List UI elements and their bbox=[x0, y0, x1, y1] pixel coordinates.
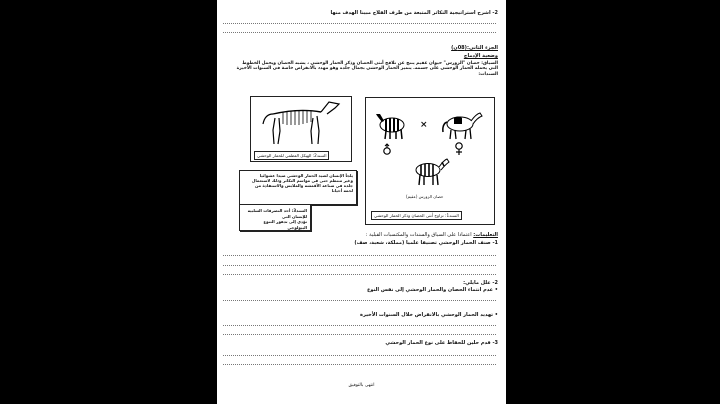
zebra-skeleton-image bbox=[259, 100, 343, 146]
document-4-line: السند3: أحد التصرفات السلبية للإنسان التي bbox=[247, 208, 307, 219]
document-3-line: لحمه أحيانا bbox=[331, 188, 353, 193]
situation-title: وضعية الإدماج bbox=[463, 53, 498, 59]
question-2-title: 2- اشرح استراتيجية التكاثر المتبعة من طرف الفلاح مبينا الهدف منها bbox=[330, 10, 498, 16]
document-1-box bbox=[365, 97, 495, 225]
document-4-box bbox=[239, 204, 311, 231]
zorse-image bbox=[410, 156, 450, 186]
context-line-1: السياق: حصان "الزورس" حيوان عقيم ينتج عن تلاقح أنثى الحصان وذكر الحمار الوحشي ، يشبه الحصان ويحمل الخطوط bbox=[242, 61, 498, 66]
task-2-bullet-1: • عدم انتماء الحصان والحمار الوحشي إلى نفس النوع bbox=[366, 287, 498, 293]
document-4-line: تؤدي إلى تدهور التنوع البيولوجي bbox=[263, 219, 307, 230]
cross-symbol: × bbox=[420, 120, 428, 130]
female-symbol-icon bbox=[454, 142, 464, 155]
context-line-2: التي يحمله الحمار الوحشي على جسمه. يتميز الحمار الوحشي بجمال جلده وهو مهدد بالانقراض خاصة في السنوات الأخيرة bbox=[236, 66, 498, 72]
answer-line bbox=[223, 300, 496, 301]
answer-line bbox=[223, 274, 496, 275]
task-1: 1- صنف الحمار الوحشي تصنيفا علميا (مملكة، شعبة، صف) bbox=[354, 240, 498, 246]
zebra-image bbox=[374, 112, 410, 140]
task-2-title: 2- علل مايلي: bbox=[463, 280, 498, 286]
document-4-text bbox=[243, 208, 307, 230]
instructions-text: اعتمادا على السياق والسندات والمكتسبات القبلية : bbox=[365, 232, 472, 238]
answer-line bbox=[223, 255, 496, 256]
document-3-box bbox=[239, 170, 357, 205]
document-1-caption: السند1: تزاوج أنثى الحصان وذكر الحمار الوحشي bbox=[371, 211, 462, 220]
document-2-caption: السند2: الهيكل العظمي للحمار الوحشي bbox=[254, 151, 329, 160]
instructions bbox=[366, 232, 498, 238]
document-3-line: يلجأ الإنسان لصيد الحمار الوحشي صيدا عشوائيا bbox=[259, 173, 353, 178]
footer-text: انتهى بالتوفيق bbox=[348, 383, 375, 388]
male-symbol-icon bbox=[382, 144, 392, 156]
answer-line bbox=[223, 265, 496, 266]
document-3-line: جلده في صناعة الأقمشة والملابس والاستفادة من bbox=[254, 183, 353, 188]
task-2-bullet-2: • تهديد الحمار الوحشي بالانقراض خلال السنوات الأخيرة bbox=[360, 312, 498, 318]
zorse-label: حصان الزورس (عقيم) bbox=[406, 194, 444, 199]
answer-line bbox=[223, 32, 496, 33]
document-3-line: وغير منتظم حتى في مواسم التكاثر وذلك لاستعمال bbox=[251, 178, 353, 183]
answer-line bbox=[223, 23, 496, 24]
answer-line bbox=[223, 364, 496, 365]
horse-image bbox=[440, 110, 484, 140]
document-2-box bbox=[250, 96, 352, 162]
task-3: 3- قدم حلين للحفاظ على نوع الحمار الوحشي bbox=[385, 340, 498, 346]
part-two-title: الجزء الثاني:(08ن) bbox=[451, 45, 498, 51]
document-3-text bbox=[243, 173, 353, 193]
context-text bbox=[222, 61, 498, 77]
answer-line bbox=[223, 334, 496, 335]
worksheet-page bbox=[217, 0, 506, 404]
answer-line bbox=[223, 355, 496, 356]
answer-line bbox=[223, 325, 496, 326]
instructions-title: التعليمات: bbox=[473, 232, 498, 238]
documents-label: السندات: bbox=[478, 71, 498, 77]
